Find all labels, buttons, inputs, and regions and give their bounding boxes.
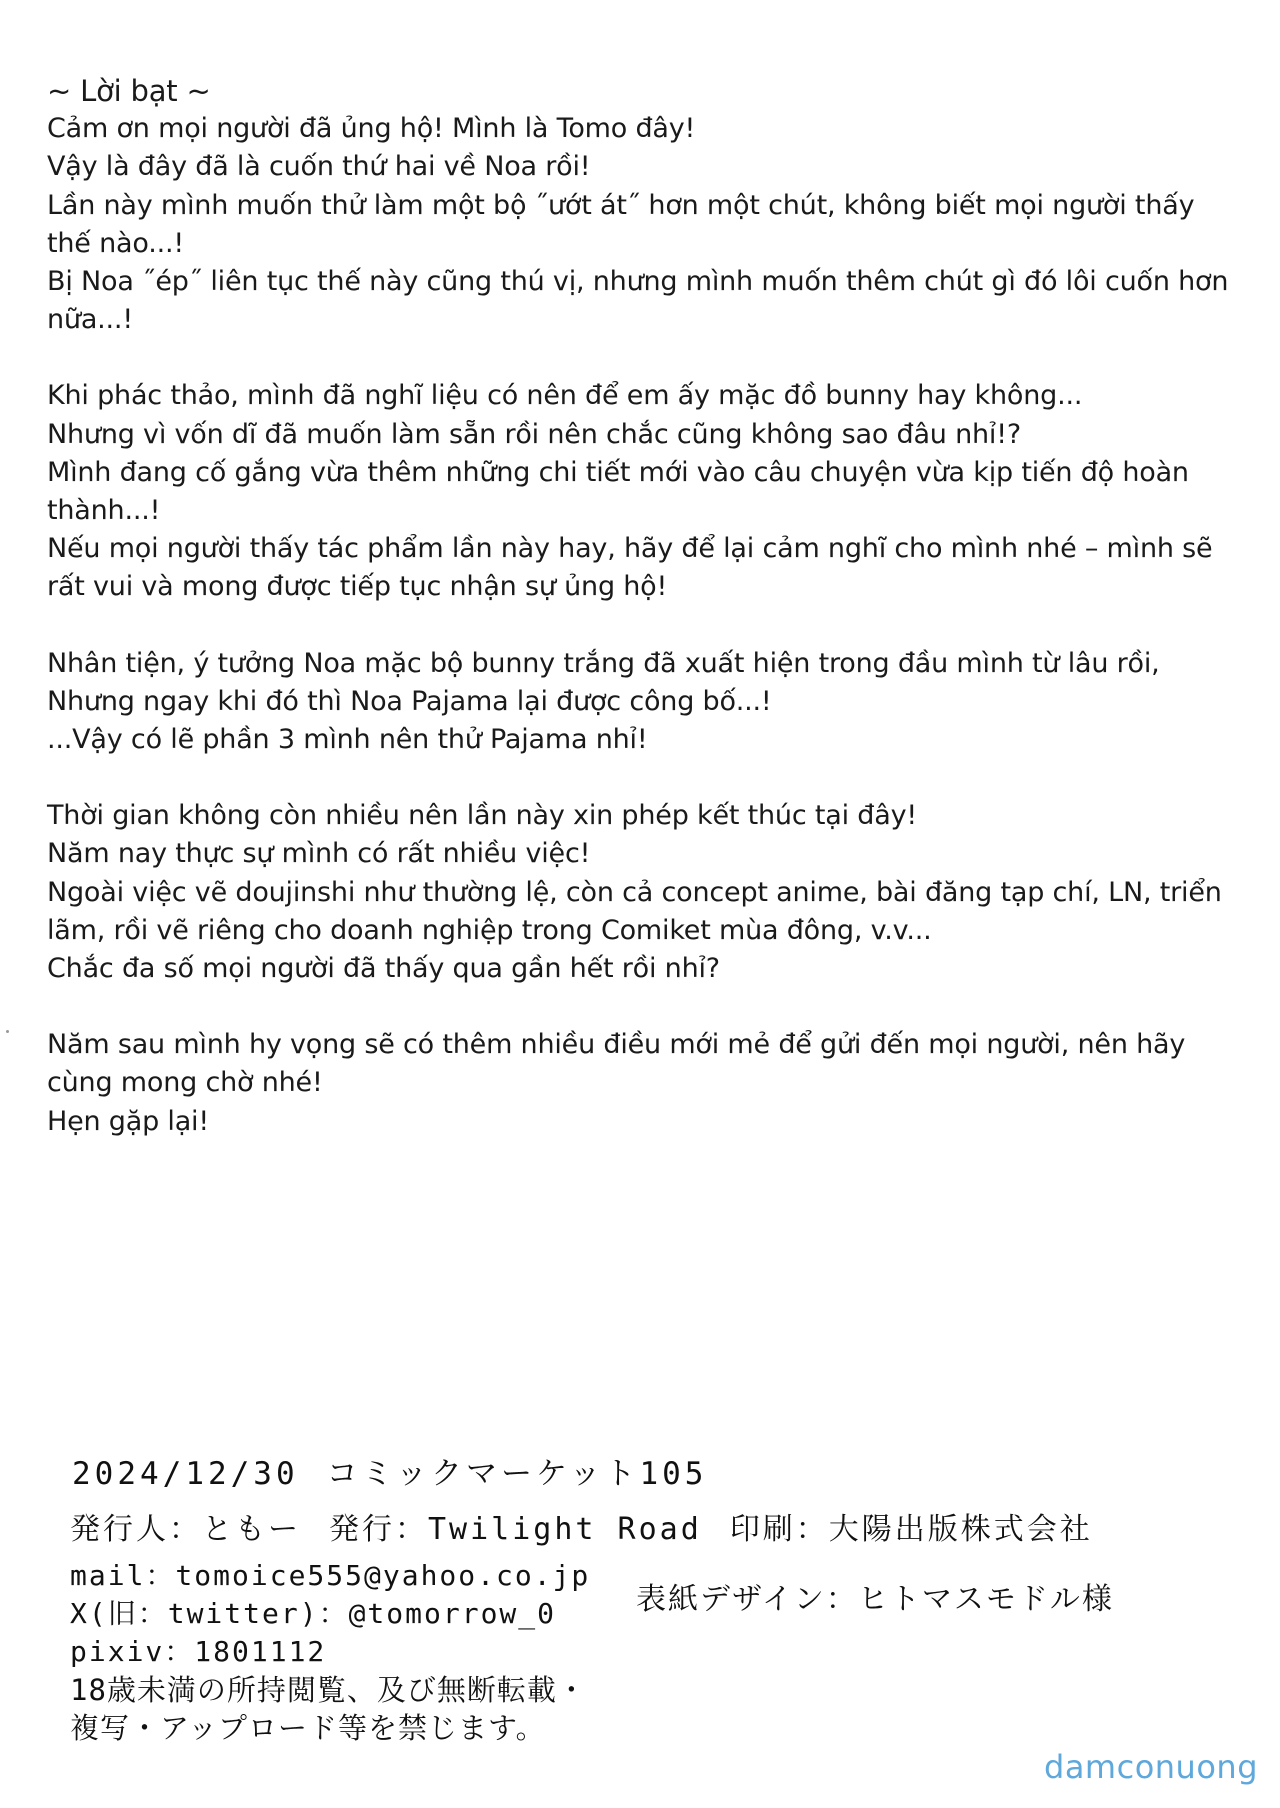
paragraph-4 [47,797,1237,988]
paragraph-2 [47,377,1237,606]
event-name: コミックマーケット105 [326,1456,708,1492]
paragraph-gap [47,339,1237,377]
copyright-notice-line: 18歳未満の所持閲覧、及び無断転載・ [70,1673,587,1707]
author-credit: 発行人：ともー [70,1512,301,1547]
watermark-text: damconuong [1044,1748,1258,1786]
publisher-credit: 発行：Twilight Road [329,1512,702,1547]
text-line: Nhân tiện, ý tưởng Noa mặc bộ bunny trắng đã xuất hiện trong đầu mình từ lâu rồi, [47,647,1160,679]
paragraph-gap [47,988,1237,1026]
publish-date: 2024/12/30 [72,1456,299,1492]
twitter-contact: X(旧：twitter)：@tomorrow_0 [70,1597,557,1630]
publisher-line [70,1504,1093,1548]
paragraph-1 [47,110,1237,339]
text-line: Hẹn gặp lại! [47,1105,209,1137]
printer-credit: 印刷：大陽出版株式会社 [729,1512,1093,1547]
text-line: Lần này mình muốn thử làm một bộ ˝ướt át˝ hơn một chút, không biết mọi người thấy thế nào...! [47,189,1195,259]
text-line: Thời gian không còn nhiều nên lần này xin phép kết thúc tại đây! [47,800,917,832]
text-line: Cảm ơn mọi người đã ủng hộ! Mình là Tomo đây! [47,113,696,145]
text-line: Năm nay thực sự mình có rất nhiều việc! [47,838,591,870]
text-line: Nhưng vì vốn dĩ đã muốn làm sẵn rồi nên chắc cũng không sao đâu nhỉ!? [47,418,1021,450]
paragraph-5 [47,1026,1237,1141]
text-line: Nếu mọi người thấy tác phẩm lần này hay, hãy để lại cảm nghĩ cho mình nhé – mình sẽ rất vui và mong được tiếp tục nhận sự ủng hộ! [47,533,1213,603]
paragraph-gap [47,759,1237,797]
mail-contact: mail：tomoice555@yahoo.co.jp [70,1559,591,1592]
event-line [72,1448,707,1493]
text-line: Ngoài việc vẽ doujinshi như thường lệ, còn cả concept anime, bài đăng tạp chí, LN, triển lãm, rồi vẽ riêng cho doanh nghiệp trong Comiket mùa đông, v.v... [47,876,1222,946]
copyright-notice-line: 複写・アップロード等を禁じます。 [70,1711,546,1745]
text-line: Mình đang cố gắng vừa thêm những chi tiết mới vào câu chuyện vừa kịp tiến độ hoàn thành...! [47,456,1189,527]
text-line: Nhưng ngay khi đó thì Noa Pajama lại được công bố...! [47,685,772,717]
pixiv-contact: pixiv：1801112 [70,1635,327,1668]
text-line: ...Vậy có lẽ phần 3 mình nên thử Pajama nhỉ! [47,724,648,756]
text-line: Bị Noa ˝ép˝ liên tục thế này cũng thú vị, nhưng mình muốn thêm chút gì đó lôi cuốn hơn nữa...! [47,266,1229,336]
text-line: Chắc đa số mọi người đã thấy qua gần hết rồi nhỉ? [47,953,720,985]
paper-speck [6,1030,9,1033]
text-line: Năm sau mình hy vọng sẽ có thêm nhiều điều mới mẻ để gửi đến mọi người, nên hãy cùng mong chờ nhé! [47,1029,1186,1099]
text-line: Vậy là đây đã là cuốn thứ hai về Noa rồi! [47,151,591,183]
paragraph-gap [47,607,1237,645]
afterword-title: ~ Lời bạt ~ [47,74,211,108]
afterword-section [47,72,1237,1141]
paragraph-3 [47,645,1237,760]
cover-design-credit: 表紙デザイン：ヒトマスモドル様 [636,1582,1114,1617]
text-line: Khi phác thảo, mình đã nghĩ liệu có nên để em ấy mặc đồ bunny hay không... [47,380,1083,412]
